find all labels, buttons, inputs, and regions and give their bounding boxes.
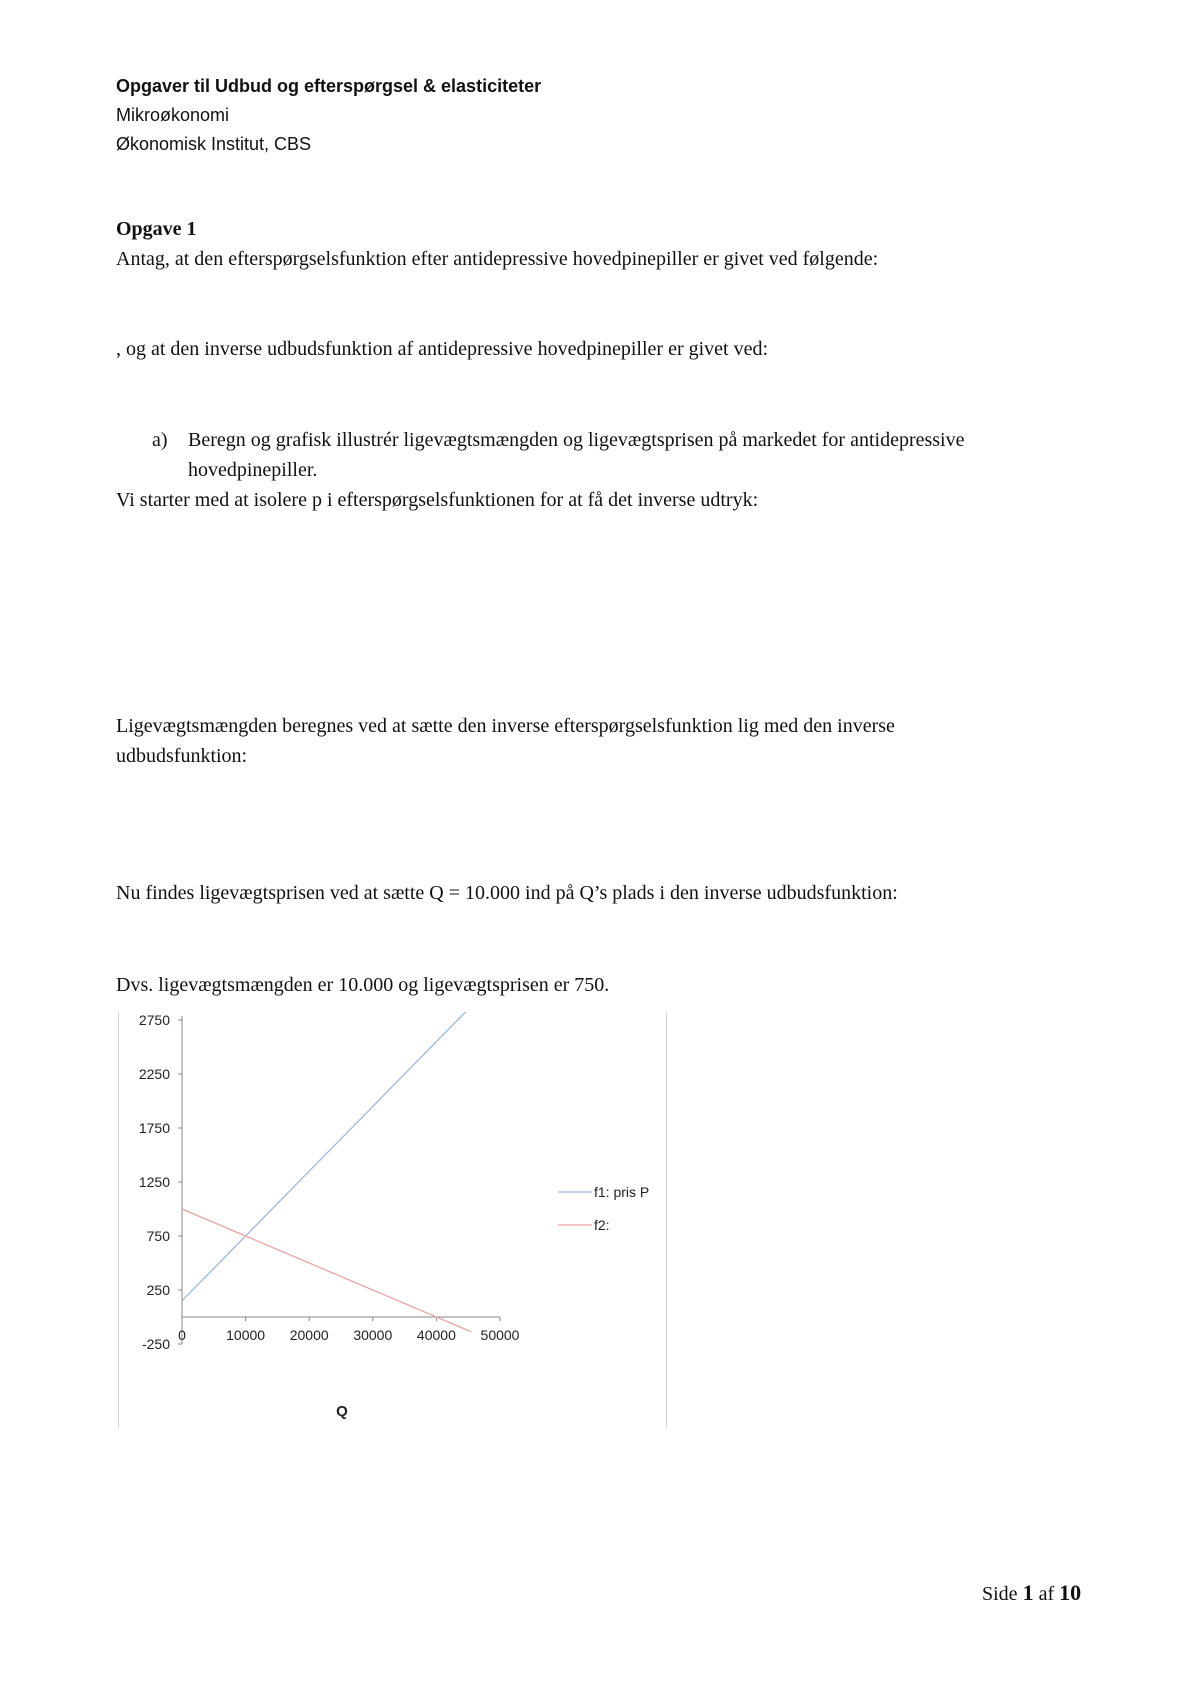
opgave1-supply-intro: , og at den inverse udbudsfunktion af antidepressive hovedpinepiller er givet ved: xyxy=(116,338,769,360)
y-tick-label: 1750 xyxy=(138,1120,170,1136)
x-tick-label: 0 xyxy=(178,1327,186,1343)
document-title: Opgaver til Udbud og efterspørgsel & elasticiteter xyxy=(116,76,542,96)
x-tick-label: 20000 xyxy=(289,1327,329,1343)
question-a-line1: Beregn og grafisk illustrér ligevægtsmængden og ligevægtsprisen på markedet for antidepressive xyxy=(188,429,965,451)
x-tick-label: 50000 xyxy=(480,1327,520,1343)
footer-page-number: 1 xyxy=(1022,1580,1034,1605)
y-tick-label: 2250 xyxy=(138,1066,170,1082)
opgave1-heading: Opgave 1 xyxy=(116,218,197,240)
chart-series xyxy=(182,1012,471,1332)
step2-line2: udbudsfunktion: xyxy=(116,745,248,767)
chart-axes xyxy=(182,1016,500,1344)
chart-legend xyxy=(558,1184,649,1233)
y-tick-label: 1250 xyxy=(138,1174,170,1190)
question-a-marker: a) xyxy=(152,429,168,451)
step1-text: Vi starter med at isolere p i efterspørgselsfunktionen for at få det inverse udtryk: xyxy=(116,489,759,511)
x-tick-label: 30000 xyxy=(353,1327,393,1343)
question-a-line2: hovedpinepiller. xyxy=(188,459,318,481)
page-footer xyxy=(982,1580,1081,1606)
equilibrium-chart xyxy=(118,1012,670,1428)
conclusion-text: Dvs. ligevægtsmængden er 10.000 og ligevægtsprisen er 750. xyxy=(116,974,610,996)
y-tick-labels xyxy=(139,1012,182,1352)
footer-prefix: Side xyxy=(982,1583,1018,1605)
course-name: Mikroøkonomi xyxy=(116,105,230,125)
y-tick-label: 2750 xyxy=(138,1012,170,1028)
step3-text: Nu findes ligevægtsprisen ved at sætte Q = 10.000 ind på Q’s plads i den inverse udbudsfunktion: xyxy=(116,882,898,904)
x-tick-label: 40000 xyxy=(416,1327,456,1343)
legend-label-2: f2: xyxy=(594,1217,610,1233)
legend-label-1: f1: pris P xyxy=(594,1184,650,1200)
series-line-2 xyxy=(182,1209,471,1332)
series-line-1 xyxy=(182,1012,471,1301)
x-axis-label: Q xyxy=(336,1403,348,1420)
y-tick-label: 750 xyxy=(146,1228,170,1244)
footer-middle: af xyxy=(1038,1583,1055,1605)
institute-name: Økonomisk Institut, CBS xyxy=(116,134,312,154)
y-tick-label: -250 xyxy=(141,1336,170,1352)
step2-line1: Ligevægtsmængden beregnes ved at sætte den inverse efterspørgselsfunktion lig med den inverse xyxy=(116,715,895,737)
footer-total-pages: 10 xyxy=(1059,1580,1082,1605)
x-tick-label: 10000 xyxy=(226,1327,266,1343)
y-tick-label: 250 xyxy=(146,1282,170,1298)
opgave1-intro: Antag, at den efterspørgselsfunktion efter antidepressive hovedpinepiller er givet ved følgende: xyxy=(116,248,879,270)
